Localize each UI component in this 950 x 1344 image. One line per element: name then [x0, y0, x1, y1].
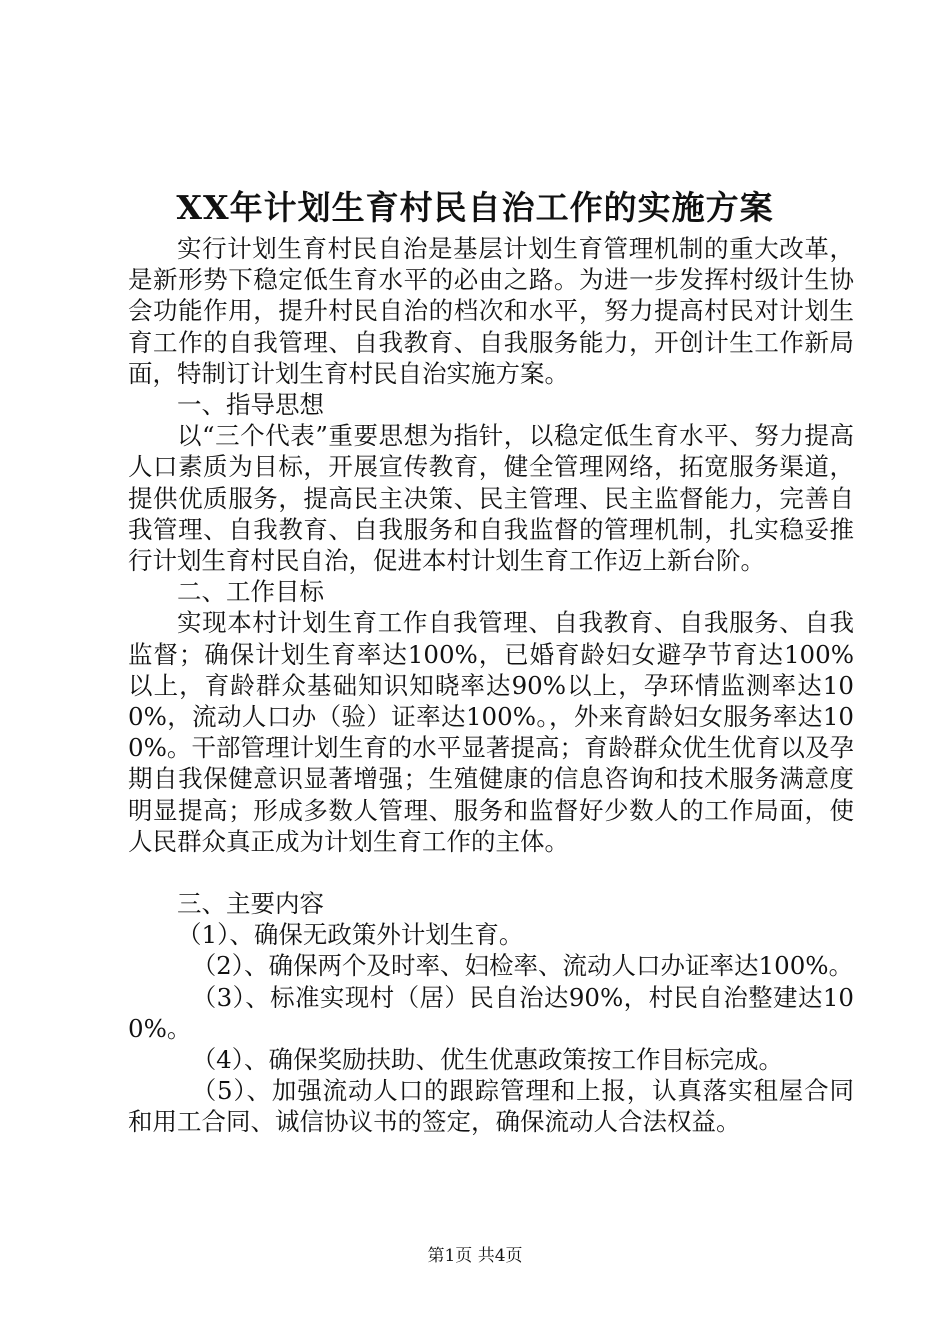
list-item: （1）、确保无政策外计划生育。 [177, 920, 524, 950]
list-item: （3）、标准实现村（居）民自治达90%，村民自治整建达100%。 [128, 982, 854, 1043]
page-footer: 第1页 共4页 [427, 1246, 523, 1266]
list-item: （4）、确保奖励扶助、优生优惠政策按工作目标完成。 [191, 1045, 784, 1075]
section-heading-guiding-ideology: 一、指导思想 [177, 390, 324, 420]
blank-line [128, 857, 854, 888]
section-paragraph-work-goals: 实现本村计划生育工作自我管理、自我教育、自我服务、自我监督；确保计划生育率达100%，已婚育龄妇女避孕节育达100%以上，育龄群众基础知识知晓率达90%以上，孕环情监测率达100%，流动人口办（验）证率达100%。，外来育龄妇女服务率达100%。干部管理计划生育的水平显著提高；育龄群众优生优育以及孕期自我保健意识显著增强；生殖健康的信息咨询和技术服务满意度明显提高；形成多数人管理、服务和监督好少数人的工作局面，使人民群众真正成为计划生育工作的主体。 [128, 608, 854, 856]
list-item: （5）、加强流动人口的跟踪管理和上报，认真落实租屋合同和用工合同、诚信协议书的签定，确保流动人合法权益。 [128, 1076, 854, 1137]
document-body [128, 233, 854, 1138]
document-title: XX年计划生育村民自治工作的实施方案 [176, 188, 774, 227]
intro-paragraph: 实行计划生育村民自治是基层计划生育管理机制的重大改革，是新形势下稳定低生育水平的必由之路。为进一步发挥村级计生协会功能作用，提升村民自治的档次和水平，努力提高村民对计划生育工作的自我管理、自我教育、自我服务能力，开创计生工作新局面，特制订计划生育村民自治实施方案。 [128, 234, 854, 388]
section-paragraph-guiding-ideology: 以“三个代表”重要思想为指针，以稳定低生育水平、努力提高人口素质为目标，开展宣传教育，健全管理网络，拓宽服务渠道，提供优质服务，提高民主决策、民主管理、民主监督能力，完善自我管理、自我教育、自我服务和自我监督的管理机制，扎实稳妥推行计划生育村民自治，促进本村计划生育工作迈上新台阶。 [128, 421, 854, 576]
section-heading-main-content: 三、主要内容 [177, 889, 324, 919]
list-item: （2）、确保两个及时率、妇检率、流动人口办证率达100%。 [191, 951, 854, 981]
section-heading-work-goals: 二、工作目标 [177, 577, 324, 607]
